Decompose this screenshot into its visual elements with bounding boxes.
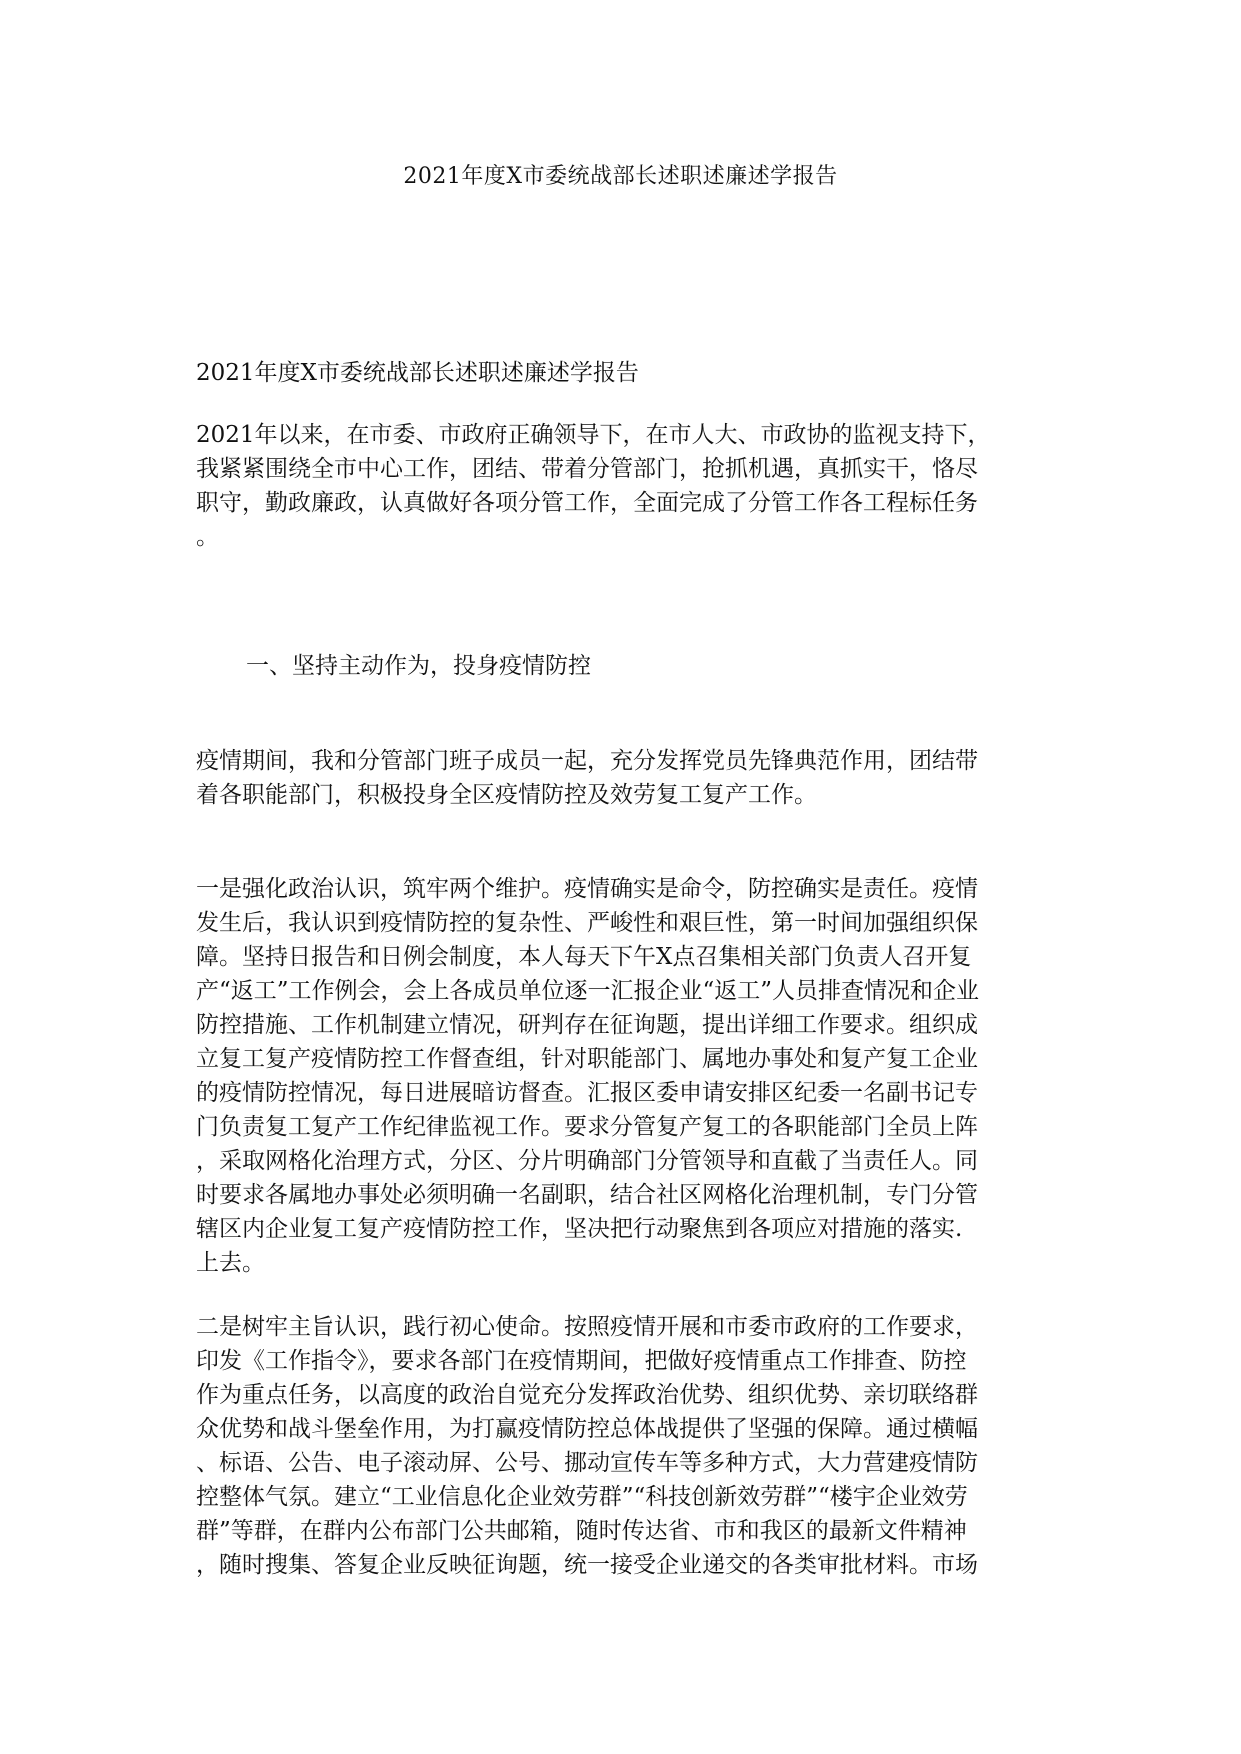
text-line: 时要求各属地办事处必须明确一名副职，结合社区网格化治理机制，专门分管 [196,1182,978,1208]
text-line: 防控措施、工作机制建立情况，研判存在征询题，提出详细工作要求。组织成 [196,1012,978,1038]
text-line: 着各职能部门，积极投身全区疫情防控及效劳复工复产工作。 [196,782,817,808]
text-line: 众优势和战斗堡垒作用，为打赢疫情防控总体战提供了坚强的保障。通过横幅 [196,1416,978,1442]
text-line: 产“返工”工作例会，会上各成员单位逐一汇报企业“返工”人员排查情况和企业 [196,978,980,1004]
text-line: 我紧紧围绕全市中心工作，团结、带着分管部门，抢抓机遇，真抓实干，恪尽 [196,456,978,482]
text-line: 立复工复产疫情防控工作督查组，针对职能部门、属地办事处和复产复工企业 [196,1046,978,1072]
text-line: 作为重点任务，以高度的政治自觉充分发挥政治优势、组织优势、亲切联络群 [196,1382,978,1408]
document-subtitle: 2021年度X市委统战部长述职述廉述学报告 [196,360,639,386]
text-line: 印发《工作指令》，要求各部门在疫情期间，把做好疫情重点工作排查、防控 [196,1348,967,1374]
text-line: 上去。 [196,1250,265,1276]
text-line: 一是强化政治认识，筑牢两个维护。疫情确实是命令，防控确实是责任。疫情 [196,876,978,902]
text-line: 疫情期间，我和分管部门班子成员一起，充分发挥党员先锋典范作用，团结带 [196,748,978,774]
text-line: ，采取网格化治理方式，分区、分片明确部门分管领导和直截了当责任人。同 [196,1148,978,1174]
text-line: 辖区内企业复工复产疫情防控工作，坚决把行动聚焦到各项应对措施的落实. [196,1216,963,1242]
intro-paragraph [196,418,1056,554]
paragraph-2 [196,872,1056,1280]
text-line: 门负责复工复产工作纪律监视工作。要求分管复产复工的各职能部门全员上阵 [196,1114,978,1140]
text-line: 群”等群，在群内公布部门公共邮箱，随时传达省、市和我区的最新文件精神 [196,1518,967,1544]
paragraph-3 [196,1310,1056,1582]
text-line: 二是树牢主旨认识，践行初心使命。按照疫情开展和市委市政府的工作要求， [196,1314,978,1340]
text-line: 发生后，我认识到疫情防控的复杂性、严峻性和艰巨性，第一时间加强组织保 [196,910,978,936]
text-line: 。 [196,524,219,550]
text-line: 控整体气氛。建立“工业信息化企业效劳群”“科技创新效劳群”“楼宇企业效劳 [196,1484,968,1510]
text-line: 、标语、公告、电子滚动屏、公号、挪动宣传车等多种方式，大力营建疫情防 [196,1450,978,1476]
paragraph-1 [196,744,1056,812]
text-line: ，随时搜集、答复企业反映征询题，统一接受企业递交的各类审批材料。市场 [196,1552,978,1578]
section-heading: 一、坚持主动作为，投身疫情防控 [246,653,591,679]
text-line: 职守，勤政廉政，认真做好各项分管工作，全面完成了分管工作各工程标任务 [196,490,978,516]
text-line: 障。坚持日报告和日例会制度，本人每天下午X点召集相关部门负责人召开复 [196,944,972,970]
document-title: 2021年度X市委统战部长述职述廉述学报告 [403,164,838,189]
text-line: 2021年以来，在市委、市政府正确领导下，在市人大、市政协的监视支持下， [196,422,991,448]
text-line: 的疫情防控情况，每日进展暗访督查。汇报区委申请安排区纪委一名副书记专 [196,1080,978,1106]
